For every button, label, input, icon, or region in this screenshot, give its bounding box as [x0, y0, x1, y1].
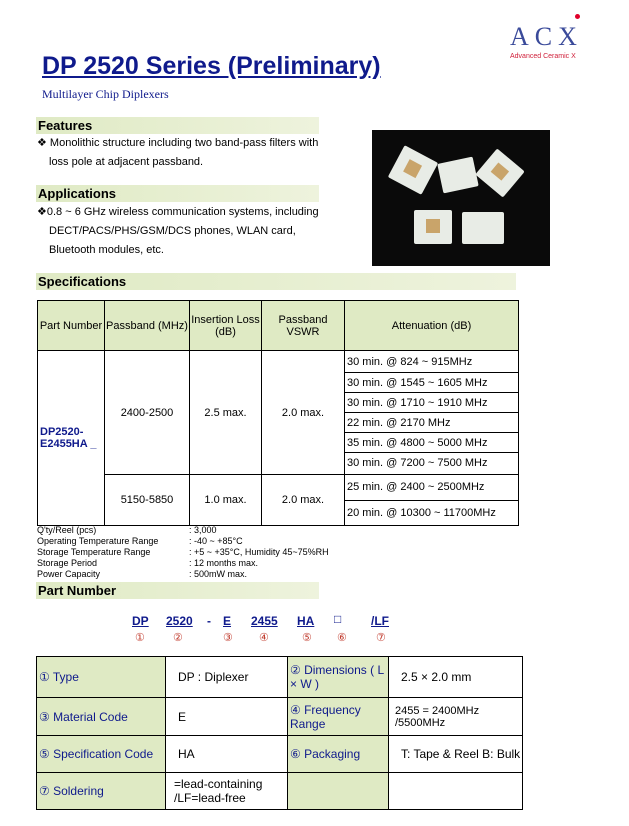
note-value: : -40 ~ +85°C: [189, 536, 243, 546]
attenuation-item: 30 min. @ 824 ~ 915MHz: [345, 353, 518, 373]
empty-value: [389, 773, 523, 810]
part-number-table: [36, 656, 523, 810]
packaging-label: ⑥ Packaging: [288, 736, 389, 773]
logo-dot: [575, 14, 580, 19]
part-code-box: □: [334, 612, 342, 626]
header-part-number: Part Number: [38, 301, 105, 351]
circle-1: ①: [135, 632, 145, 644]
note-value: : 500mW max.: [189, 569, 248, 579]
circle-4: ④: [259, 632, 269, 644]
attenuation-item: 22 min. @ 2170 MHz: [345, 413, 518, 433]
attenuation-item: 20 min. @ 10300 ~ 11700MHz: [345, 500, 518, 525]
attenuation-cell: [345, 475, 519, 526]
circle-6: ⑥: [337, 632, 347, 644]
applications-line: ❖0.8 ~ 6 GHz wireless communication systems, including: [37, 206, 319, 218]
specifications-table: [37, 300, 519, 526]
page-subtitle: Multilayer Chip Diplexers: [42, 87, 169, 101]
soldering-label: ⑦ Soldering: [37, 773, 166, 810]
circle-3: ③: [223, 632, 233, 644]
logo-letters: ACX: [510, 22, 583, 51]
attenuation-cell: [345, 351, 519, 475]
attenuation-item: 35 min. @ 4800 ~ 5000 MHz: [345, 433, 518, 453]
features-text: [37, 134, 318, 172]
part-number-heading: Part Number: [36, 582, 319, 599]
part-code-LF: /LF: [371, 614, 389, 628]
header-attenuation: Attenuation (dB): [345, 301, 519, 351]
applications-line: DECT/PACS/PHS/GSM/DCS phones, WLAN card,: [49, 225, 296, 237]
specification-code-value: HA: [166, 736, 288, 773]
product-photo: [372, 130, 550, 266]
material-code-value: E: [166, 698, 288, 736]
passband-cell: 5150-5850: [105, 475, 190, 526]
page-title: DP 2520 Series (Preliminary): [42, 52, 381, 80]
empty-label: [288, 773, 389, 810]
frequency-range-value: 2455 = 2400MHz /5500MHz: [389, 698, 523, 736]
part-code-E: E: [223, 614, 232, 628]
logo-subtitle: Advanced Ceramic X: [510, 53, 576, 60]
insertion-loss-cell: 2.5 max.: [190, 351, 262, 475]
part-code-HA: HA: [297, 614, 315, 628]
features-heading: Features: [36, 117, 319, 134]
soldering-value: =lead-containing /LF=lead-free: [166, 773, 288, 810]
part-code-2455: 2455: [251, 614, 278, 628]
note-value: : 3,000: [189, 525, 217, 535]
circle-7: ⑦: [376, 632, 386, 644]
part-code-2520: 2520: [166, 614, 193, 628]
applications-heading: Applications: [36, 185, 319, 202]
note-label: Operating Temperature Range: [37, 536, 159, 546]
specifications-heading: Specifications: [36, 273, 516, 290]
attenuation-item: 30 min. @ 1545 ~ 1605 MHz: [345, 373, 518, 393]
features-line: ❖ Monolithic structure including two band-pass filters with: [37, 137, 319, 149]
type-value: DP : Diplexer: [166, 657, 288, 698]
note-value: : 12 months max.: [189, 558, 259, 568]
circle-2: ②: [173, 632, 183, 644]
attenuation-item: 25 min. @ 2400 ~ 2500MHz: [345, 475, 518, 500]
frequency-range-label: ④ Frequency Range: [288, 698, 389, 736]
applications-text: [37, 203, 319, 260]
header-vswr: Passband VSWR: [262, 301, 345, 351]
note-label: Storage Period: [37, 558, 98, 568]
part-number-cell: DP2520-E2455HA _: [38, 351, 105, 526]
packaging-value: T: Tape & Reel B: Bulk: [389, 736, 523, 773]
attenuation-item: 30 min. @ 7200 ~ 7500 MHz: [345, 453, 518, 473]
note-label: Storage Temperature Range: [37, 547, 151, 557]
header-insertion-loss: Insertion Loss (dB): [190, 301, 262, 351]
features-line: loss pole at adjacent passband.: [49, 156, 204, 168]
specification-code-label: ⑤ Specification Code: [37, 736, 166, 773]
note-label: Power Capacity: [37, 569, 101, 579]
note-label: Q'ty/Reel (pcs): [37, 525, 97, 535]
material-code-label: ③ Material Code: [37, 698, 166, 736]
dimensions-label: ② Dimensions ( L × W ): [288, 657, 389, 698]
company-logo: [510, 22, 622, 60]
vswr-cell: 2.0 max.: [262, 351, 345, 475]
insertion-loss-cell: 1.0 max.: [190, 475, 262, 526]
note-value: : +5 ~ +35°C, Humidity 45~75%RH: [189, 547, 329, 557]
attenuation-item: 30 min. @ 1710 ~ 1910 MHz: [345, 393, 518, 413]
passband-cell: 2400-2500: [105, 351, 190, 475]
circle-5: ⑤: [302, 632, 312, 644]
type-label: ① Type: [37, 657, 166, 698]
spec-notes: [37, 525, 329, 580]
part-code-DP: DP: [132, 614, 149, 628]
dimensions-value: 2.5 × 2.0 mm: [389, 657, 523, 698]
vswr-cell: 2.0 max.: [262, 475, 345, 526]
header-passband: Passband (MHz): [105, 301, 190, 351]
applications-line: Bluetooth modules, etc.: [49, 244, 164, 256]
part-code-dash: -: [207, 614, 211, 628]
